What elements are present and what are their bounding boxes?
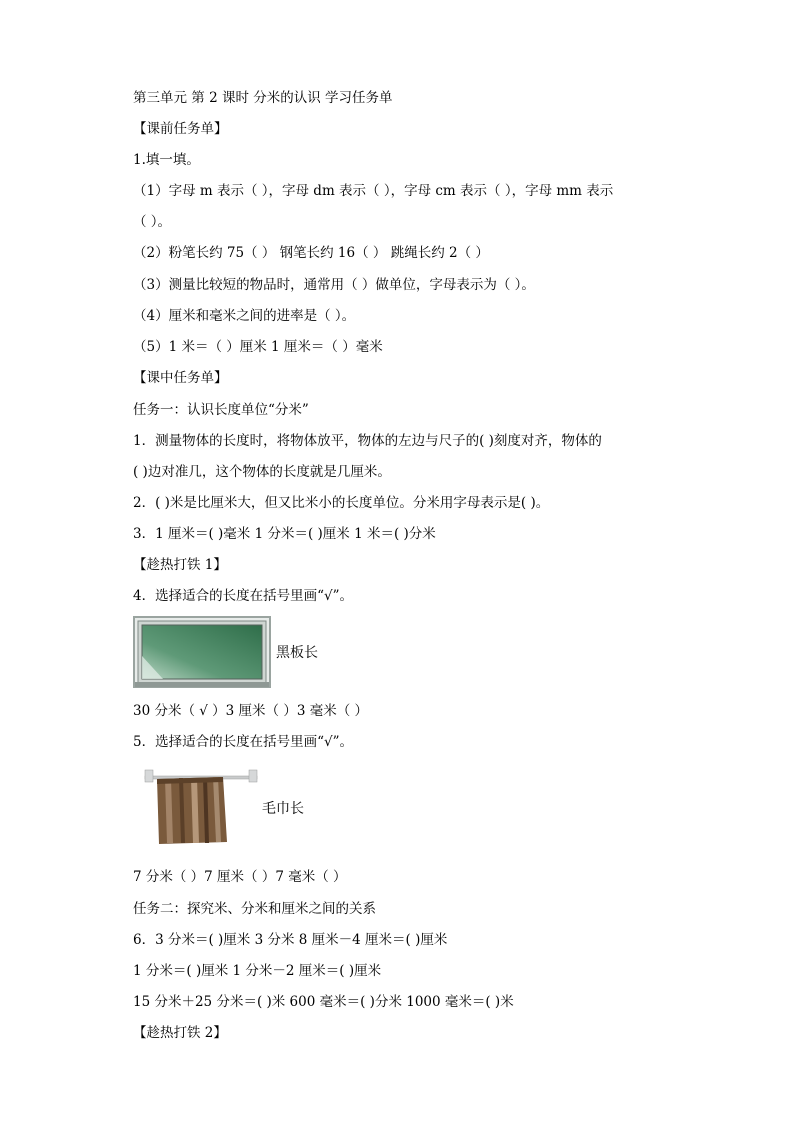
worksheet-title: 第三单元 第 2 课时 分米的认识 学习任务单 (133, 90, 393, 106)
pre-question-1-5: （5）1 米＝（ ）厘米 1 厘米＝（ ）毫米 (133, 339, 383, 355)
towel-on-rack-image (143, 768, 261, 846)
pre-class-header: 【课前任务单】 (133, 121, 228, 137)
pre-question-1-title: 1.填一填。 (133, 152, 200, 168)
practice-2-header: 【趁热打铁 2】 (133, 1025, 227, 1041)
practice-1-header: 【趁热打铁 1】 (133, 557, 227, 573)
blackboard-image (133, 616, 271, 688)
question-5-title: 5．选择适合的长度在括号里画“√”。 (133, 734, 353, 750)
towel-label: 毛巾长 (262, 801, 304, 817)
pre-question-1-3: （3）测量比较短的物品时，通常用（ ）做单位，字母表示为（ ）。 (133, 277, 535, 293)
question-6-line-a: 6．3 分米＝( )厘米 3 分米 8 厘米－4 厘米＝( )厘米 (133, 932, 448, 948)
question-4-title: 4．选择适合的长度在括号里画“√”。 (133, 588, 353, 604)
question-2: 2．( )米是比厘米大，但又比米小的长度单位。分米用字母表示是( )。 (133, 495, 550, 511)
question-3: 3．1 厘米＝( )毫米 1 分米＝( )厘米 1 米＝( )分米 (133, 526, 436, 542)
question-4-options: 30 分米（ √ ）3 厘米（ ）3 毫米（ ） (133, 703, 368, 719)
pre-question-1-2: （2）粉笔长约 75（ ） 钢笔长约 16（ ） 跳绳长约 2（ ） (133, 245, 489, 261)
question-5-options: 7 分米（ ）7 厘米（ ）7 毫米（ ） (133, 869, 347, 885)
question-1-line-a: 1．测量物体的长度时，将物体放平，物体的左边与尺子的( )刻度对齐，物体的 (133, 433, 602, 449)
pre-question-1-4: （4）厘米和毫米之间的进率是（ ）。 (133, 308, 356, 324)
pre-question-1-1-line-a: （1）字母 m 表示（ ），字母 dm 表示（ ），字母 cm 表示（ ），字母 mm 表示 (133, 183, 614, 199)
in-class-header: 【课中任务单】 (133, 370, 228, 386)
question-1-line-b: ( )边对准几，这个物体的长度就是几厘米。 (133, 464, 391, 480)
blackboard-label: 黑板长 (276, 645, 318, 661)
question-6-line-b: 1 分米＝( )厘米 1 分米－2 厘米＝( )厘米 (133, 963, 382, 979)
pre-question-1-1-line-b: （ ）。 (133, 214, 172, 230)
task-2-title: 任务二：探究米、分米和厘米之间的关系 (133, 901, 376, 917)
question-6-line-c: 15 分米＋25 分米＝( )米 600 毫米＝( )分米 1000 毫米＝( )米 (133, 994, 514, 1010)
task-1-title: 任务一：认识长度单位“分米” (133, 402, 309, 418)
